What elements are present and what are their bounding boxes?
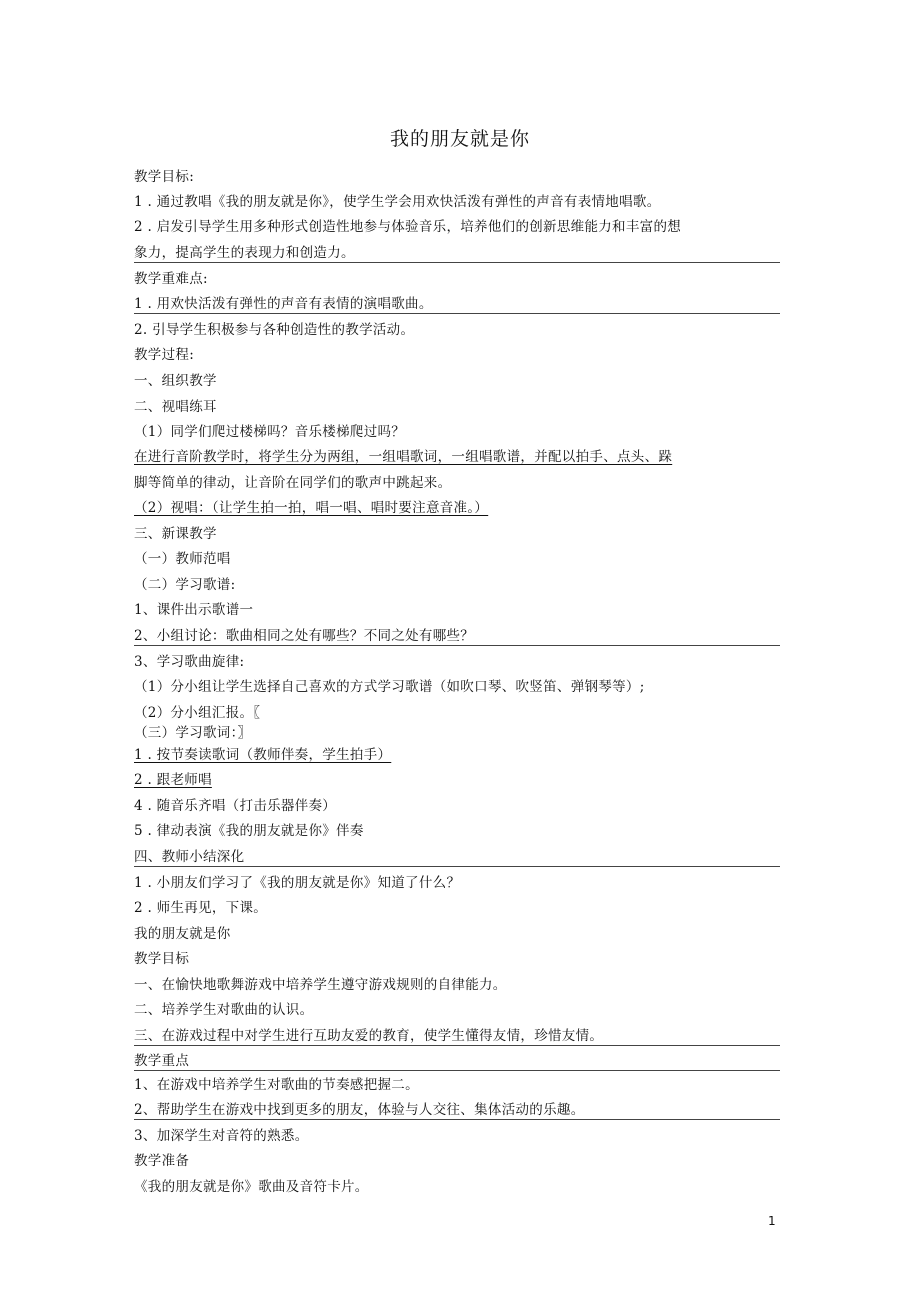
text-line: 2、帮助学生在游戏中找到更多的朋友，体验与人交往、集体活动的乐趣。 [134,1102,585,1118]
text-line: 我的朋友就是你 [134,926,231,942]
divider-rule [134,866,780,867]
divider-rule [134,1045,780,1046]
divider-rule [134,1119,780,1120]
text-line: 2、小组讨论：歌曲相同之处有哪些？不同之处有哪些？ [134,628,475,644]
text-line: 4 . 随音乐齐唱（打击乐器伴奏） [134,798,337,814]
text-line: （2）视唱：（让学生拍一拍，唱一唱、唱时要注意音准。） [134,500,489,516]
text-line: 教学目标 [134,951,190,967]
text-line: 三、新课教学 [134,526,217,542]
text-line: （1）同学们爬过楼梯吗？音乐楼梯爬过吗？ [134,424,406,440]
text-line: 2 . 跟老师唱 [134,772,212,788]
text-line: 3、学习歌曲旋律: [134,654,245,670]
text-line: 1、课件出示歌谱一 [134,602,254,618]
divider-rule [134,645,780,646]
text-line: 1、在游戏中培养学生对歌曲的节奏感把握二。 [134,1077,419,1093]
text-line: 《我的朋友就是你》歌曲及音符卡片。 [134,1179,369,1195]
text-line: 教学重点 [134,1053,190,1069]
text-line: 教学重难点: [134,271,208,287]
text-line: （二）学习歌谱: [134,577,236,593]
text-line: 5 . 律动表演《我的朋友就是你》伴奏 [134,823,364,839]
divider-rule [134,1070,780,1071]
text-line: 四、教师小结深化 [134,849,245,865]
text-line: （一）教师范唱 [134,551,231,567]
text-line: 1 . 小朋友们学习了《我的朋友就是你》知道了什么？ [134,875,461,891]
text-line: 教学目标: [134,169,195,185]
text-line: 2. 引导学生积极参与各种创造性的教学活动。 [134,322,415,338]
text-line: 1 . 按节奏读歌词（教师伴奏，学生拍手） [134,747,392,763]
text-line: 象力，提高学生的表现力和创造力。 [134,245,355,261]
text-line: 二、培养学生对歌曲的认识。 [134,1002,314,1018]
text-line: （2）分小组汇报。〖 [134,705,261,721]
document-title: 我的朋友就是你 [389,128,530,150]
divider-rule [134,262,780,263]
text-line: 三、在游戏过程中对学生进行互助友爱的教育，使学生懂得友情，珍惜友情。 [134,1028,604,1044]
text-line: 一、组织教学 [134,373,217,389]
text-line: 教学准备 [134,1153,190,1169]
text-line: 脚等简单的律动，让音阶在同学们的歌声中跳起来。 [134,475,452,491]
text-line: 1 . 用欢快活泼有弹性的声音有表情的演唱歌曲。 [134,296,433,312]
text-line: 3、加深学生对音符的熟悉。 [134,1128,309,1144]
text-line: （三）学习歌词：〗 [134,725,252,741]
text-line: 2 . 启发引导学生用多种形式创造性地参与体验音乐，培养他们的创新思维能力和丰富的想 [134,219,682,235]
text-line: 1 . 通过教唱《我的朋友就是你》，使学生学会用欢快活泼有弹性的声音有表情地唱歌。 [134,194,661,210]
text-line: 二、视唱练耳 [134,399,217,415]
text-line: （1）分小组让学生选择自己喜欢的方式学习歌谱（如吹口琴、吹竖笛、弹钢琴等）; [134,679,645,695]
text-line: 教学过程: [134,347,195,363]
text-line: 在进行音阶教学时，将学生分为两组，一组唱歌词，一组唱歌谱，并配以拍手、点头、跺 [134,449,673,465]
text-line: 一、在愉快地歌舞游戏中培养学生遵守游戏规则的自律能力。 [134,977,507,993]
text-line: 2 . 师生再见，下课。 [134,900,268,916]
page-number: 1 [768,1214,776,1228]
divider-rule [134,313,780,314]
